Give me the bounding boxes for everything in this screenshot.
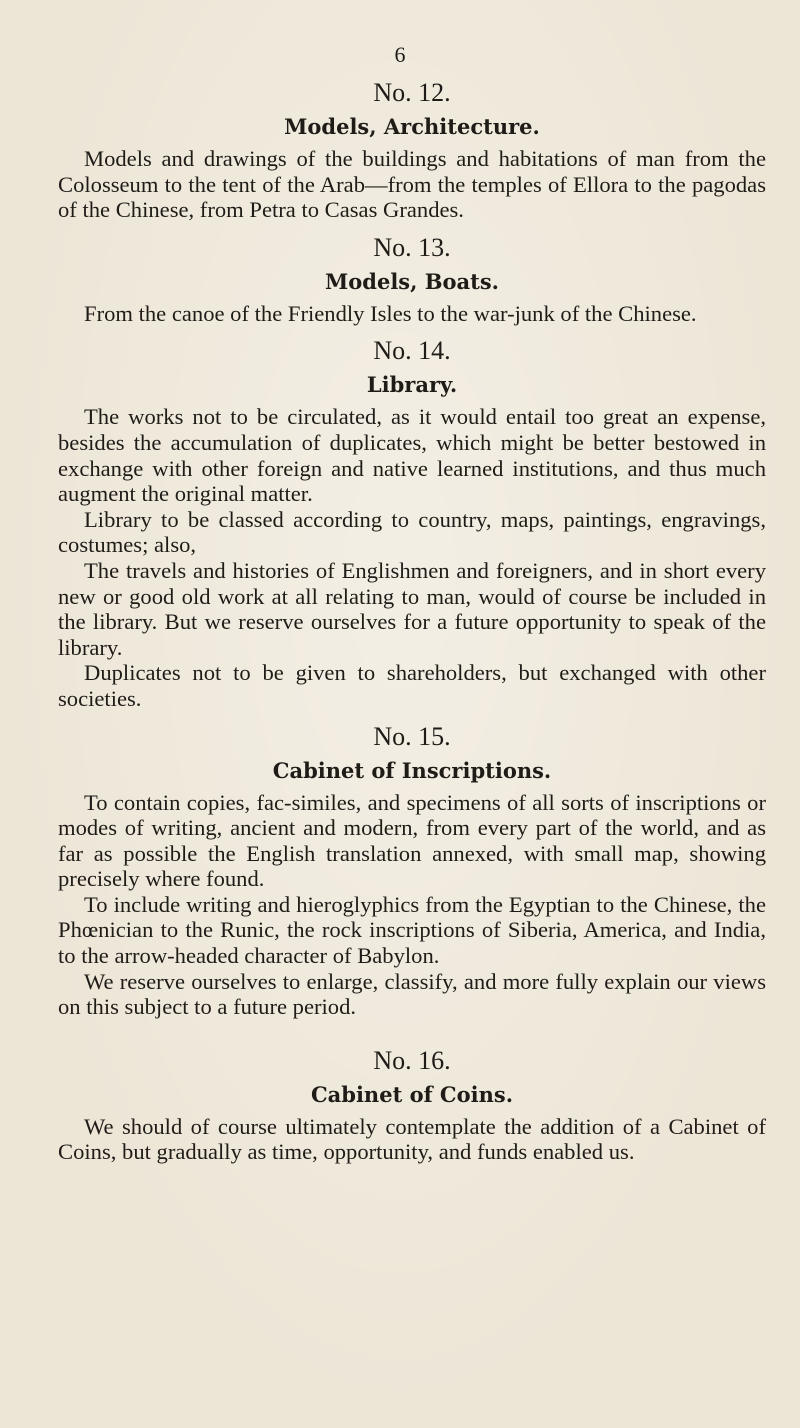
paragraph: The travels and histories of Englishmen and foreigners, and in short every new or good old work at all relating to man, would of course be included in the library. But we reserve ourselves for a future opportunity to speak of the library. (58, 557, 766, 660)
paragraph: To include writing and hieroglyphics from the Egyptian to the Chinese, the Phœnician to the Runic, the rock inscriptions of Siberia, America, and India, to the arrow-headed character of Babylon. (58, 891, 766, 969)
section-cabinet-of-inscriptions (58, 722, 766, 1020)
section-number: No. 13. (373, 232, 451, 262)
page-body (58, 78, 766, 1165)
section-title: Models, Boats. (325, 268, 499, 294)
paragraph: Models and drawings of the buildings and habitations of man from the Colosseum to the tent of the Arab—from the temples of Ellora to the pagodas of the Chinese, from Petra to Casas Grandes. (58, 146, 766, 223)
section-title: Cabinet of Inscriptions. (272, 757, 552, 783)
section-number: No. 15. (373, 721, 451, 751)
section-title: Cabinet of Coins. (310, 1081, 514, 1107)
paragraph: To contain copies, fac-similes, and specimens of all sorts of inscriptions or modes of writing, ancient and modern, from every part of the world, and as far as possible the English translation annexed, with small map, showing precisely where found. (58, 789, 766, 892)
paragraph: From the canoe of the Friendly Isles to the war-junk of the Chinese. (84, 300, 697, 326)
paragraph: We should of course ultimately contemplate the addition of a Cabinet of Coins, but gradually as time, opportunity, and funds enabled us. (58, 1113, 766, 1165)
page-number: 6 (394, 42, 406, 67)
section-title: Models, Architecture. (284, 114, 540, 139)
section-number: No. 12. (373, 78, 451, 107)
section-cabinet-of-coins (58, 1046, 766, 1165)
paragraph: Duplicates not to be given to shareholders, but exchanged with other societies. (58, 660, 766, 711)
section-library (58, 336, 766, 711)
section-number: No. 16. (373, 1045, 451, 1075)
paragraph: We reserve ourselves to enlarge, classify, and more fully explain our views on this subject to a future period. (58, 968, 766, 1020)
paragraph: The works not to be circulated, as it would entail too great an expense, besides the accumulation of duplicates, which might be better bestowed in exchange with other foreign and native learned institutions, and thus much augment the original matter. (58, 404, 766, 507)
section-title: Library. (366, 372, 458, 398)
section-models-boats (58, 233, 766, 327)
paragraph: Library to be classed according to country, maps, paintings, engravings, costumes; also, (58, 506, 766, 558)
section-number: No. 14. (373, 336, 451, 366)
section-models-architecture (58, 78, 766, 223)
